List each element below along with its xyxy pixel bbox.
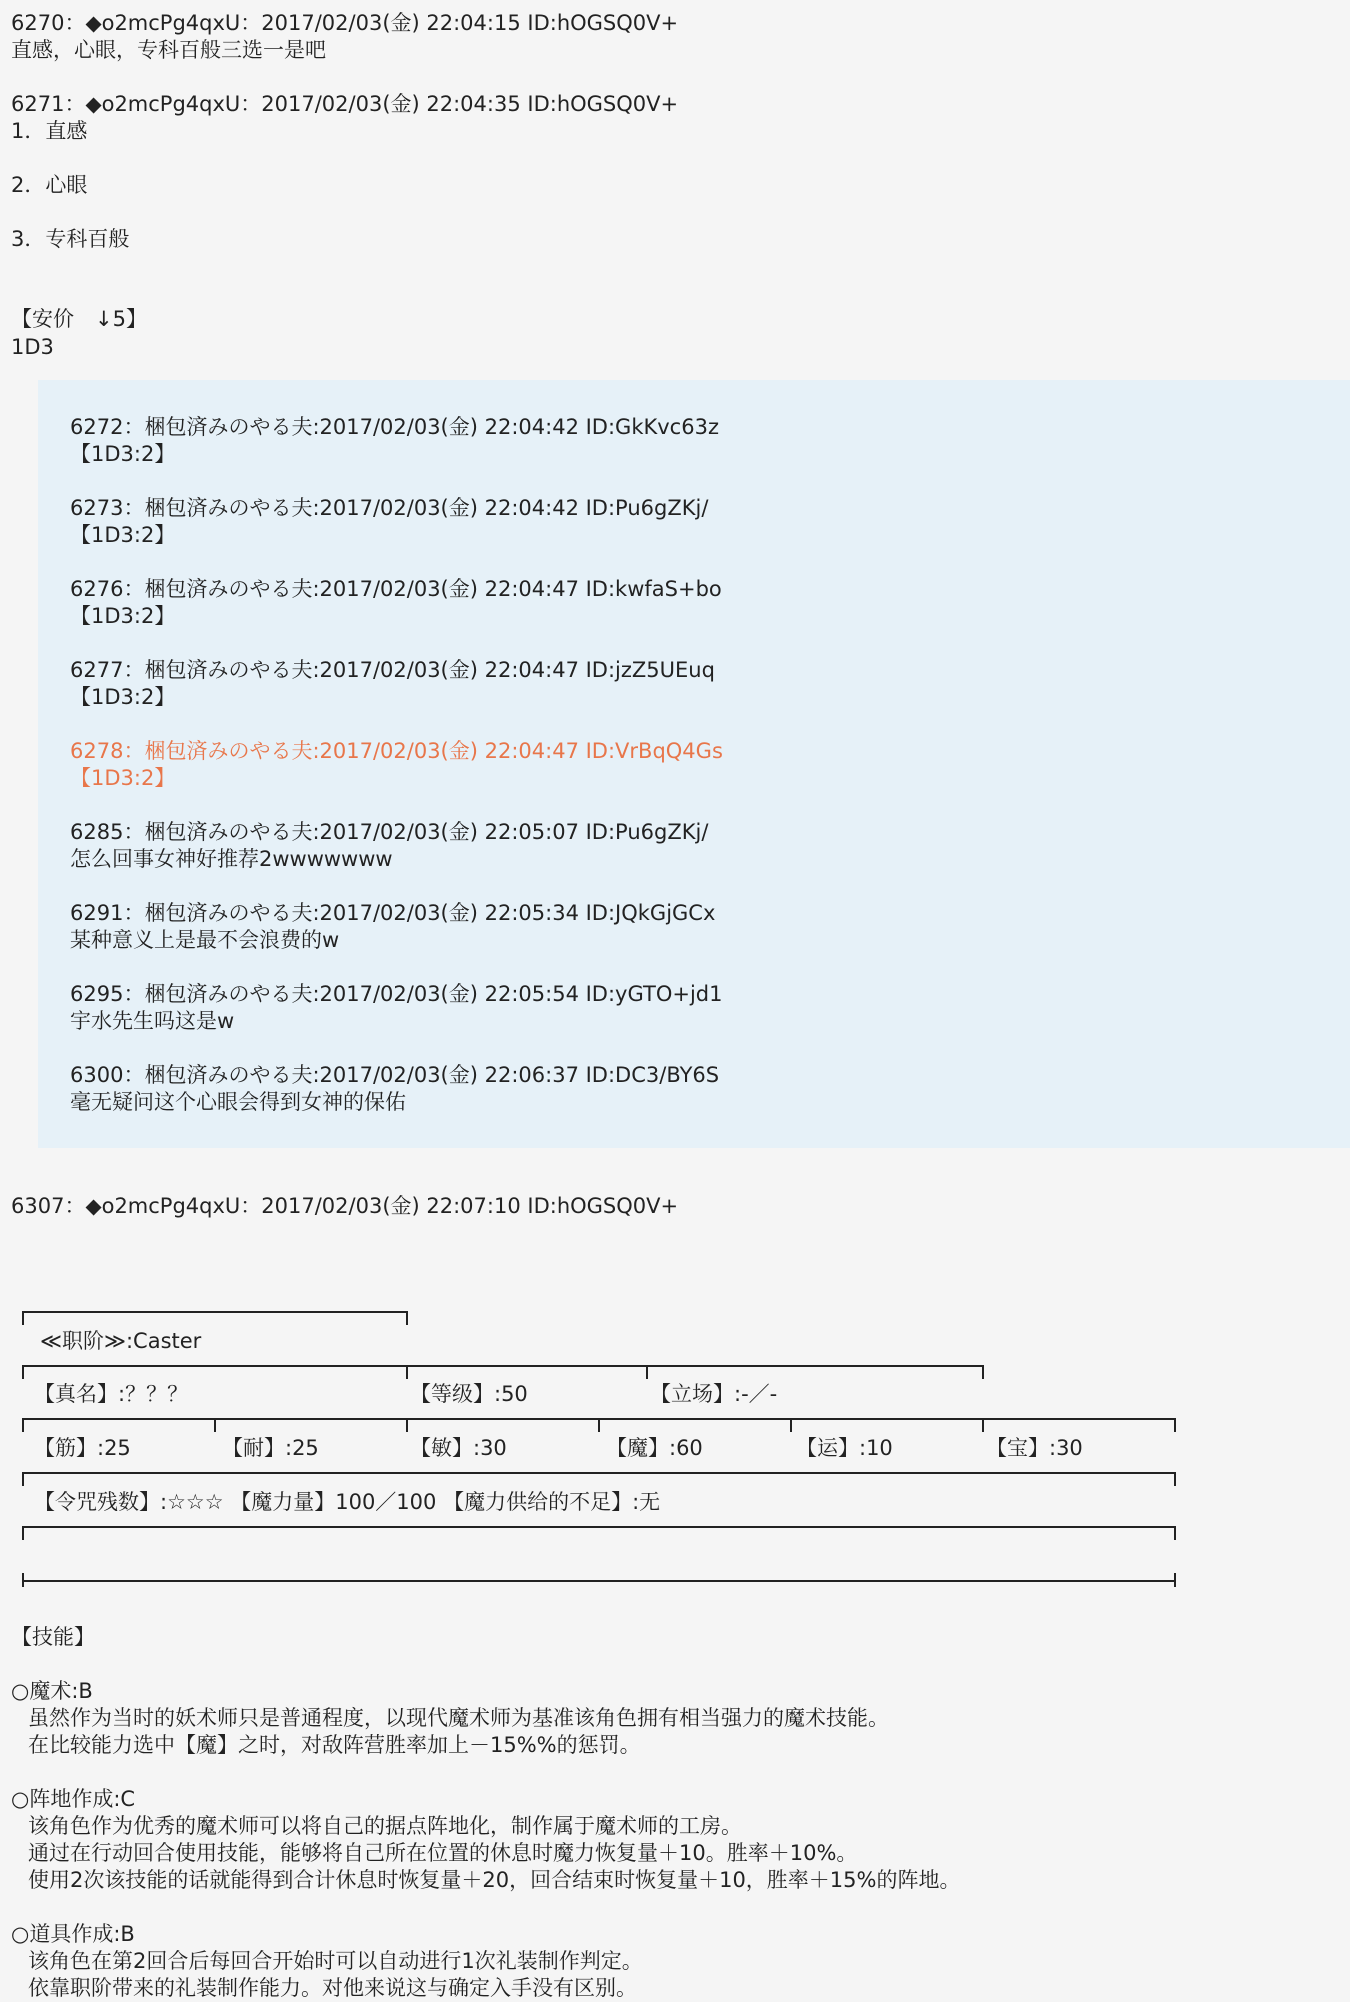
command-cell: 【令咒残数】:☆☆☆ 【魔力量】100／100 【魔力供给的不足】:无: [34, 1490, 661, 1514]
post-header: 6307：◆o2mcPg4qxU：2017/02/03(金) 22:07:10 ID:hOGSQ0V+: [11, 1194, 679, 1218]
quote-header-highlight: 6278：梱包済みのやる夫:2017/02/03(金) 22:04:47 ID:VrBqQ4Gs: [70, 739, 723, 763]
post-line: 【安价 ↓5】: [11, 307, 147, 331]
quote-body: 【1D3:2】: [70, 442, 176, 466]
class-cell: ≪职阶≫:Caster: [40, 1329, 202, 1353]
skill-desc: 使用2次该技能的话就能得到合计休息时恢复量＋20，回合结束时恢复量＋10，胜率＋15%的阵地。: [28, 1868, 961, 1892]
quote-header: 6291：梱包済みのやる夫:2017/02/03(金) 22:05:34 ID:JQkGjGCx: [70, 901, 716, 925]
post-body: 直感，心眼，专科百般三选一是吧: [11, 38, 326, 62]
skills-title: 【技能】: [11, 1625, 95, 1649]
quote-header: 6276：梱包済みのやる夫:2017/02/03(金) 22:04:47 ID:kwfaS+bo: [70, 577, 722, 601]
skill-desc: 该角色作为优秀的魔术师可以将自己的据点阵地化，制作属于魔术师的工房。: [28, 1814, 742, 1838]
post-line: 3．专科百般: [11, 227, 130, 251]
stat-cell: 【敏】:30: [410, 1436, 507, 1460]
quote-header: 6272：梱包済みのやる夫:2017/02/03(金) 22:04:42 ID:GkKvc63z: [70, 415, 719, 439]
post-line: 2．心眼: [11, 173, 88, 197]
post-line: 1．直感: [11, 119, 88, 143]
skill-desc: 该角色在第2回合后每回合开始时可以自动进行1次礼装制作判定。: [28, 1949, 643, 1973]
stat-cell: 【耐】:25: [222, 1436, 319, 1460]
post-header: 6271：◆o2mcPg4qxU：2017/02/03(金) 22:04:35 ID:hOGSQ0V+: [11, 92, 679, 116]
quote-header: 6300：梱包済みのやる夫:2017/02/03(金) 22:06:37 ID:DC3/BY6S: [70, 1063, 720, 1087]
skill-desc: 在比较能力选中【魔】之时，对敌阵营胜率加上－15%%的惩罚。: [28, 1733, 641, 1757]
quote-header: 6273：梱包済みのやる夫:2017/02/03(金) 22:04:42 ID:Pu6gZKj/: [70, 496, 709, 520]
stat-cell: 【宝】:30: [986, 1436, 1083, 1460]
quote-header: 6285：梱包済みのやる夫:2017/02/03(金) 22:05:07 ID:Pu6gZKj/: [70, 820, 709, 844]
quote-header: 6277：梱包済みのやる夫:2017/02/03(金) 22:04:47 ID:jzZ5UEuq: [70, 658, 715, 682]
alignment-cell: 【立场】:-／-: [650, 1382, 778, 1406]
skill-name: ○魔术:B: [11, 1679, 93, 1703]
skill-desc: 通过在行动回合使用技能，能够将自己所在位置的休息时魔力恢复量＋10。胜率＋10%。: [28, 1841, 858, 1865]
skill-name: ○阵地作成:C: [11, 1787, 136, 1811]
quote-body: 某种意义上是最不会浪费的w: [70, 928, 340, 952]
post-line: 1D3: [11, 335, 54, 359]
post-header: 6270：◆o2mcPg4qxU：2017/02/03(金) 22:04:15 ID:hOGSQ0V+: [11, 11, 679, 35]
quote-body: 怎么回事女神好推荐2wwwwwww: [70, 847, 393, 871]
quote-header: 6295：梱包済みのやる夫:2017/02/03(金) 22:05:54 ID:yGTO+jd1: [70, 982, 723, 1006]
quote-body: 【1D3:2】: [70, 685, 176, 709]
quote-body: 宇水先生吗这是w: [70, 1009, 235, 1033]
quote-body: 【1D3:2】: [70, 604, 176, 628]
level-cell: 【等级】:50: [410, 1382, 528, 1406]
skill-desc: 依靠职阶带来的礼装制作能力。对他来说这与确定入手没有区别。: [28, 1976, 637, 2000]
quote-body: 【1D3:2】: [70, 523, 176, 547]
quote-body: 毫无疑问这个心眼会得到女神的保佑: [70, 1090, 406, 1114]
skill-name: ○道具作成:B: [11, 1922, 135, 1946]
truename-cell: 【真名】:？？？: [34, 1382, 189, 1406]
stat-cell: 【魔】:60: [606, 1436, 703, 1460]
skill-desc: 虽然作为当时的妖术师只是普通程度，以现代魔术师为基准该角色拥有相当强力的魔术技能。: [28, 1706, 889, 1730]
quote-body-highlight: 【1D3:2】: [70, 766, 176, 790]
stat-cell: 【筋】:25: [34, 1436, 131, 1460]
stat-cell: 【运】:10: [796, 1436, 893, 1460]
